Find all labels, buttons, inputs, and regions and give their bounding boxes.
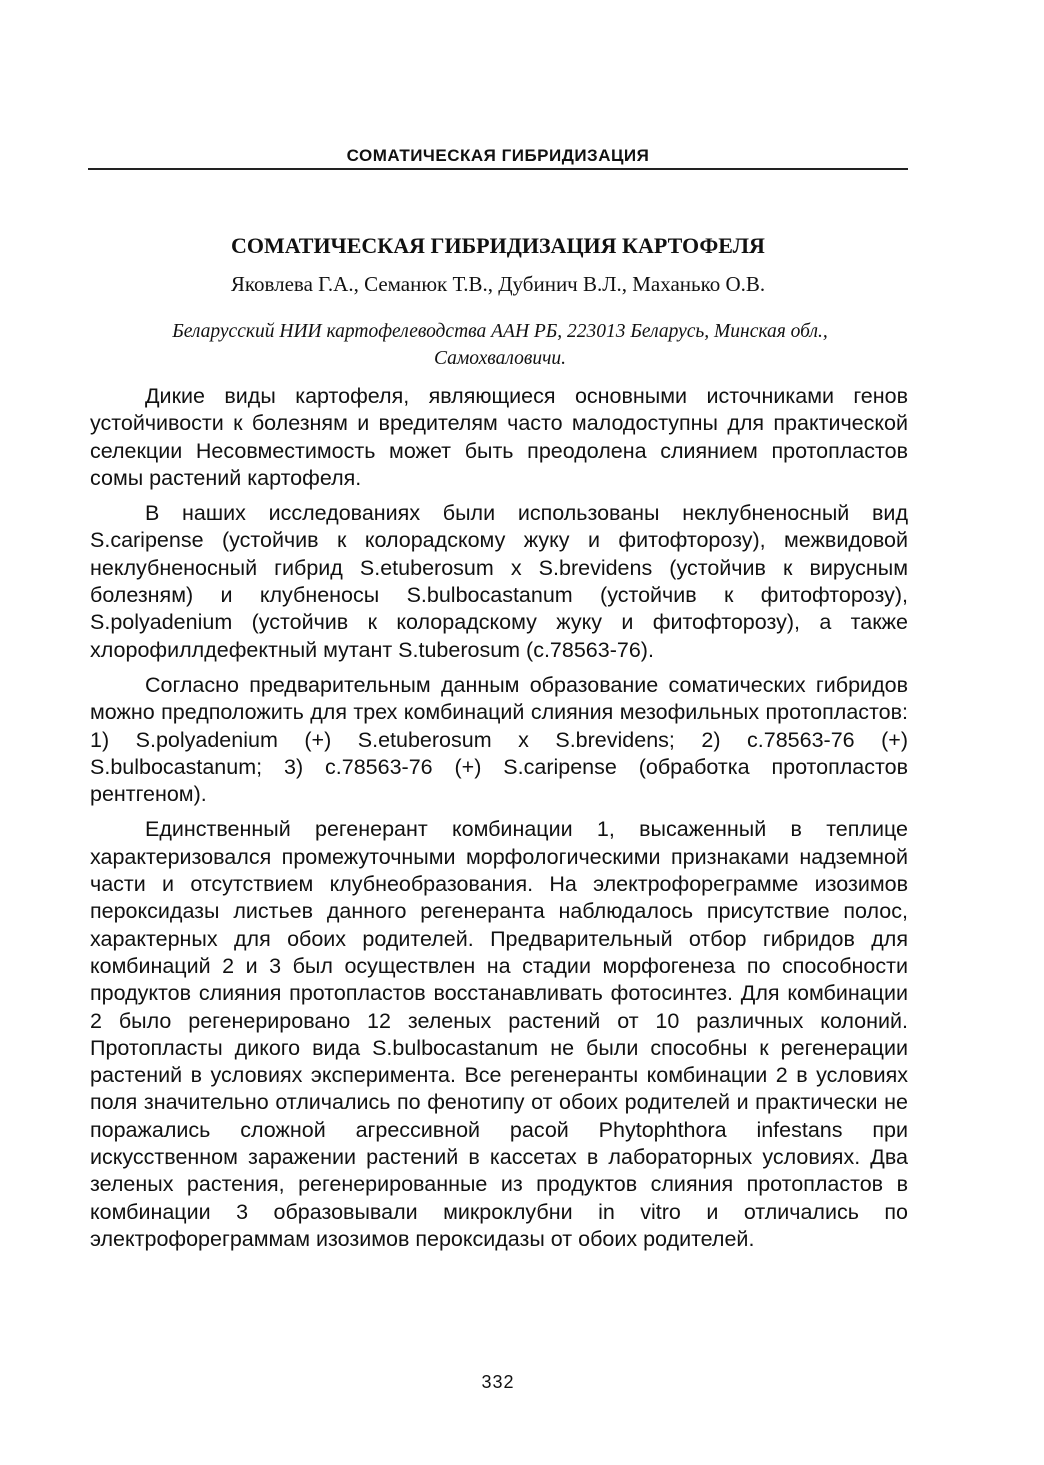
article-authors: Яковлева Г.А., Семанюк Т.В., Дубинич В.Л., Маханько О.В. (230, 272, 766, 296)
article-title: СОМАТИЧЕСКАЯ ГИБРИДИЗАЦИЯ КАРТОФЕЛЯ (231, 233, 765, 258)
article-body (90, 383, 908, 1261)
affiliation-line-2: Самохваловичи. (433, 348, 567, 369)
page-number: 332 (481, 1372, 515, 1392)
paragraph-1: Дикие виды картофеля, являющиеся основными источниками генов устойчивости к болезням и вредителям часто малодоступны для практической селекции Несовместимость может быть преодолена слиянием протопластов сомы растений картофеля. (90, 384, 908, 490)
article-affiliation (100, 318, 900, 372)
header-rule (88, 168, 908, 170)
paragraph-2: В наших исследованиях были использованы неклубненосный вид S.caripense (устойчив к колорадскому жуку и фитофторозу), межвидовой неклубненосный гибрид S.etuberosum x S.brevidens (устойчив к вирусным болезням) и клубненосы S.bulbocastanum (устойчив к фитофторозу), S.polyadenium (устойчив к колорадскому жуку и фитофторозу), а также хлорофиллдефектный мутант S.tuberosum (с.78563-76). (90, 501, 908, 662)
affiliation-line-1: Беларусский НИИ картофелеводства ААН РБ, 223013 Беларусь, Минская обл., (172, 321, 828, 342)
paragraph-4: Единственный регенерант комбинации 1, высаженный в теплице характеризовался промежуточными морфологическими признаками надземной части и отсутствием клубнеобразования. На электрофореграмме изозимов пероксидазы листьев данного регенеранта наблюдалось присутствие полос, характерных для обоих родителей. Предварительный отбор гибридов для комбинаций 2 и 3 был осуществлен на стадии морфогенеза по способности продуктов слияния протопластов восстанавливать фотосинтез. Для комбинации 2 было регенерировано 12 зеленых растений от 10 различных колоний. Протопласты дикого вида S.bulbocastanum не были способны к регенерации растений в условиях эксперимента. Все регенеранты комбинации 2 в условиях поля значительно отличались по фенотипу от обоих родителей и практически не поражались сложной агрессивной расой Phytophthora infestans при искусственном заражении растений в кассетах в лабораторных условиях. Два зеленых растения, регенерированные из продуктов слияния протопластов в комбинации 3 образовывали микроклубни in vitro и отличались по электрофореграммам изозимов пероксидазы от обоих родителей. (90, 817, 908, 1251)
running-header: СОМАТИЧЕСКАЯ ГИБРИДИЗАЦИЯ (346, 146, 650, 165)
paragraph-3: Согласно предварительным данным образование соматических гибридов можно предположить для трех комбинаций слияния мезофильных протопластов: 1) S.polyadenium (+) S.etuberosum x S.brevidens; 2) с.78563-76 (+) S.bulbocastanum; 3) с.78563-76 (+) S.caripense (обработка протопластов рентгеном). (90, 672, 908, 807)
